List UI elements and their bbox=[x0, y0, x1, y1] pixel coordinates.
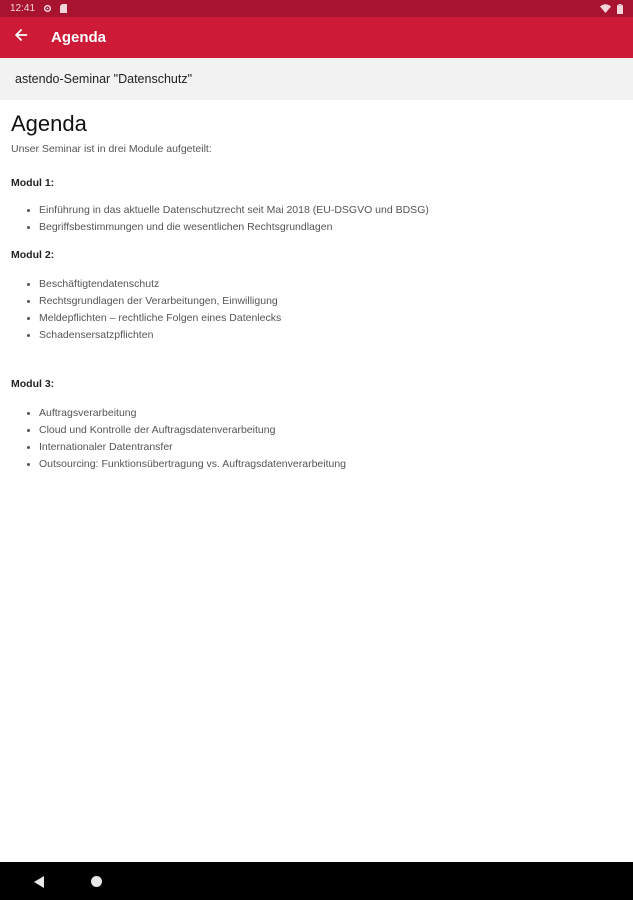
back-button[interactable] bbox=[2, 17, 40, 58]
list-item: Auftragsverarbeitung bbox=[11, 405, 621, 422]
module-title: Modul 2: bbox=[11, 249, 55, 261]
battery-icon bbox=[617, 4, 623, 14]
module-title: Modul 1: bbox=[11, 177, 55, 189]
list-item: Cloud und Kontrolle der Auftragsdatenverarbeitung bbox=[11, 422, 621, 439]
module-list bbox=[11, 405, 621, 473]
module-list bbox=[11, 202, 621, 236]
sd-card-icon bbox=[60, 4, 67, 13]
wifi-icon bbox=[600, 4, 611, 13]
list-item: Einführung in das aktuelle Datenschutzrecht seit Mai 2018 (EU-DSGVO und BDSG) bbox=[11, 202, 621, 219]
settings-icon bbox=[43, 4, 52, 13]
navigation-bar bbox=[0, 862, 633, 900]
arrow-back-icon bbox=[14, 28, 28, 47]
nav-home-icon[interactable] bbox=[91, 876, 102, 887]
agenda-heading: Agenda bbox=[11, 111, 87, 136]
agenda-intro: Unser Seminar ist in drei Module aufgeteilt: bbox=[11, 143, 212, 155]
module-title: Modul 3: bbox=[11, 378, 55, 390]
list-item: Rechtsgrundlagen der Verarbeitungen, Einwilligung bbox=[11, 293, 621, 310]
list-item: Begriffsbestimmungen und die wesentlichen Rechtsgrundlagen bbox=[11, 219, 621, 236]
agenda-content bbox=[11, 110, 621, 473]
page-title: Agenda bbox=[51, 29, 107, 46]
list-item: Outsourcing: Funktionsübertragung vs. Auftragsdatenverarbeitung bbox=[11, 456, 621, 473]
app-bar bbox=[0, 17, 633, 58]
list-item: Schadensersatzpflichten bbox=[11, 327, 621, 344]
seminar-title: astendo-Seminar "Datenschutz" bbox=[15, 72, 193, 86]
status-bar bbox=[0, 0, 633, 17]
module-list bbox=[11, 276, 621, 344]
list-item: Beschäftigtendatenschutz bbox=[11, 276, 621, 293]
nav-back-icon[interactable] bbox=[33, 875, 45, 887]
status-time: 12:41 bbox=[10, 3, 36, 14]
list-item: Internationaler Datentransfer bbox=[11, 439, 621, 456]
seminar-title-bar bbox=[0, 58, 633, 100]
list-item: Meldepflichten – rechtliche Folgen eines Datenlecks bbox=[11, 310, 621, 327]
